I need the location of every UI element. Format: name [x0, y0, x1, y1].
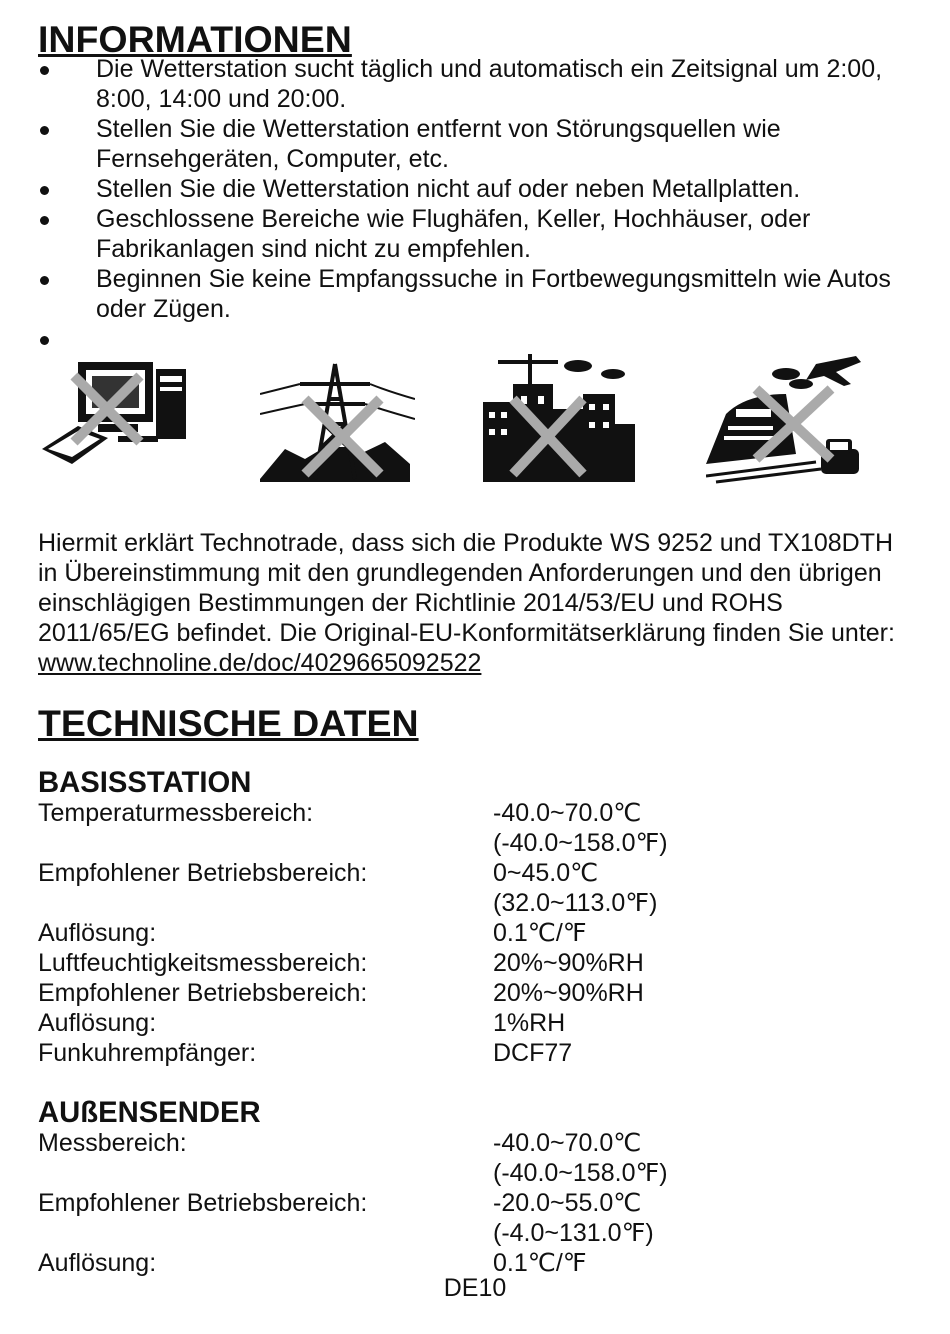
- spec-row: [38, 1038, 918, 1068]
- bullet-icon: [40, 276, 49, 285]
- bullet-text: Beginnen Sie keine Empfangssuche in Fortbewegungsmitteln wie Autos oder Zügen.: [96, 265, 891, 323]
- bullet-icon: [40, 66, 49, 75]
- spec-value: 20%~90%RH: [493, 979, 644, 1007]
- spec-label: Temperaturmessbereich:: [38, 799, 314, 827]
- list-item: [38, 114, 918, 174]
- spec-label: Auflösung:: [38, 1009, 157, 1037]
- declaration-link[interactable]: www.technoline.de/doc/4029665092522: [38, 649, 482, 677]
- spec-value: -40.0~70.0℃ (-40.0~158.0℉): [493, 1129, 668, 1187]
- base-station-specs: [38, 798, 918, 1068]
- spec-row: [38, 918, 918, 948]
- list-item: [38, 174, 918, 204]
- list-item: [38, 264, 918, 324]
- spec-label: Empfohlener Betriebsbereich:: [38, 1189, 368, 1217]
- list-item: [38, 54, 918, 114]
- spec-value: 0~45.0℃ (32.0~113.0℉): [493, 859, 658, 917]
- spec-label: Empfohlener Betriebsbereich:: [38, 859, 368, 887]
- declaration-paragraph: [38, 528, 918, 678]
- spec-label: Luftfeuchtigkeitsmessbereich:: [38, 949, 368, 977]
- city-buildings-crossed-icon: [483, 354, 643, 484]
- page-number: DE10: [443, 1274, 507, 1302]
- bullet-icon: [40, 336, 49, 345]
- bullet-icon: [40, 126, 49, 135]
- base-station-heading: BASISSTATION: [38, 767, 252, 799]
- list-item: [38, 324, 918, 354]
- bullet-icon: [40, 186, 49, 195]
- bullet-text: Stellen Sie die Wetterstation nicht auf oder neben Metallplatten.: [96, 175, 801, 203]
- spec-label: Auflösung:: [38, 1249, 157, 1277]
- spec-row: [38, 1128, 918, 1188]
- interference-icons: [38, 354, 918, 504]
- spec-value: 20%~90%RH: [493, 949, 644, 977]
- spec-label: Messbereich:: [38, 1129, 187, 1157]
- spec-value: -20.0~55.0℃ (-4.0~131.0℉): [493, 1189, 654, 1247]
- outdoor-sender-heading: AUßENSENDER: [38, 1097, 261, 1129]
- spec-value: 1%RH: [493, 1009, 566, 1037]
- computer-crossed-icon: [38, 354, 198, 474]
- spec-value: DCF77: [493, 1039, 573, 1067]
- spec-row: [38, 948, 918, 978]
- bullet-text: Stellen Sie die Wetterstation entfernt von Störungsquellen wie Fernsehgeräten, Computer, etc.: [96, 115, 781, 173]
- spec-label: Empfohlener Betriebsbereich:: [38, 979, 368, 1007]
- spec-row: [38, 1188, 918, 1248]
- spec-label: Funkuhrempfänger:: [38, 1039, 257, 1067]
- outdoor-sender-specs: [38, 1128, 918, 1278]
- spec-row: [38, 858, 918, 918]
- bullet-icon: [40, 216, 49, 225]
- spec-value: 0.1℃/℉: [493, 1249, 587, 1277]
- tech-heading: TECHNISCHE DATEN: [38, 702, 419, 744]
- info-heading: INFORMATIONEN: [38, 18, 352, 60]
- spec-row: [38, 798, 918, 858]
- train-plane-car-crossed-icon: [706, 354, 871, 484]
- power-tower-crossed-icon: [260, 354, 415, 484]
- document-page: [38, 18, 918, 1278]
- spec-value: 0.1℃/℉: [493, 919, 587, 947]
- info-bullet-list: [38, 54, 918, 354]
- spec-label: Auflösung:: [38, 919, 157, 947]
- bullet-text: Geschlossene Bereiche wie Flughäfen, Keller, Hochhäuser, oder Fabrikanlagen sind nicht zu empfehlen.: [96, 205, 811, 263]
- spec-row: [38, 978, 918, 1008]
- list-item: [38, 204, 918, 264]
- bullet-text: Die Wetterstation sucht täglich und automatisch ein Zeitsignal um 2:00, 8:00, 14:00 und 20:00.: [96, 55, 883, 113]
- spec-row: [38, 1008, 918, 1038]
- spec-value: -40.0~70.0℃ (-40.0~158.0℉): [493, 799, 668, 857]
- declaration-text: Hiermit erklärt Technotrade, dass sich die Produkte WS 9252 und TX108DTH in Übereinstimmung mit den grundlegenden Anforderungen und den übrigen einschlägigen Bestimmungen der Richtlinie 2014/53/EU und ROHS 2011/65/EG befindet. Die Original-EU-Konformitätserklärung finden Sie unter:: [38, 529, 895, 647]
